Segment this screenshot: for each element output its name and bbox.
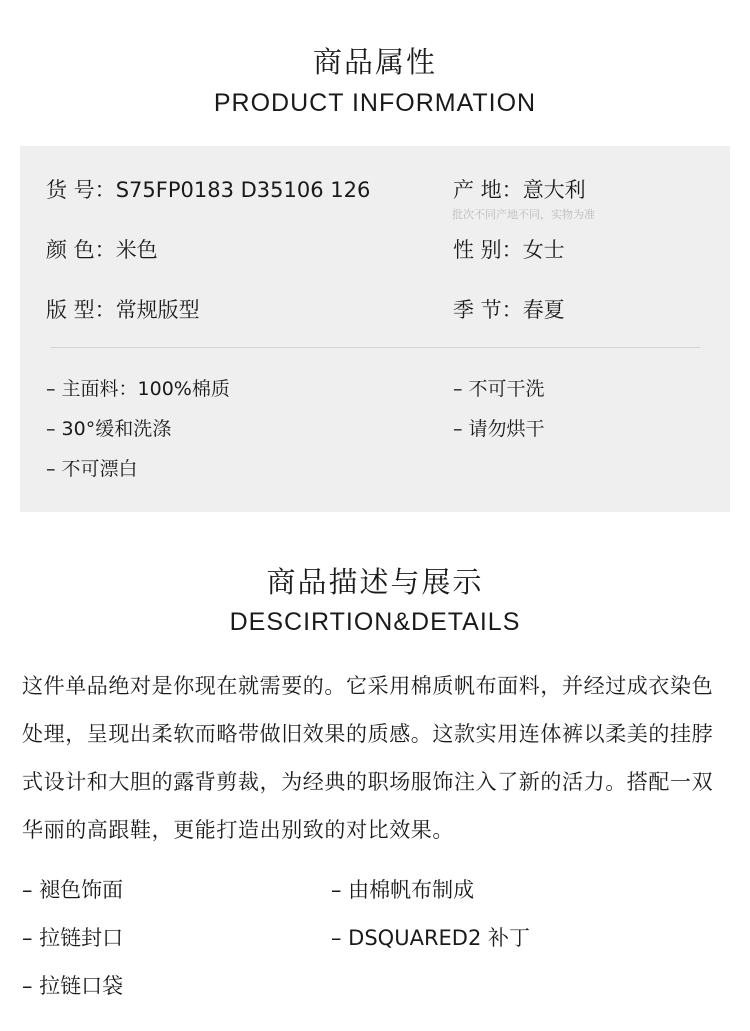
attr-label: 季 节： — [453, 298, 523, 322]
attr-value: 春夏 — [522, 298, 565, 322]
attr-label: 性 别： — [453, 238, 523, 262]
attr-label: 产 地： — [453, 178, 523, 202]
attr-value: 常规版型 — [115, 298, 200, 322]
care-item: – 请勿烘干 — [453, 418, 545, 440]
attr-gender — [453, 234, 565, 264]
care-item: – 不可漂白 — [46, 458, 138, 480]
feature-item: – 褪色饰面 — [22, 878, 124, 902]
divider — [50, 347, 700, 348]
section-title-en: PRODUCT INFORMATION — [213, 89, 537, 117]
product-description: 这件单品绝对是你现在就需要的。它采用棉质帆布面料，并经过成衣染色处理，呈现出柔软而略带做旧效果的质感。这款实用连体裤以柔美的挂脖式设计和大胆的露背剪裁，为经典的职场服饰注入了新的活力。搭配一双华丽的高跟鞋，更能打造出别致的对比效果。 — [22, 674, 714, 842]
origin-note: 批次不同产地不同，实物为准 — [452, 208, 595, 221]
attr-season — [453, 294, 565, 324]
attr-label: 货 号： — [46, 178, 116, 202]
attr-label: 版 型： — [46, 298, 116, 322]
care-item: – 主面料：100%棉质 — [46, 378, 230, 400]
attr-item-no — [46, 174, 370, 204]
attr-value: 米色 — [115, 238, 158, 262]
care-item: – 30°缓和洗涤 — [46, 418, 172, 440]
attr-origin — [453, 174, 586, 204]
feature-item: – 由棉帆布制成 — [331, 878, 475, 902]
attr-fit — [46, 294, 200, 324]
care-item: – 不可干洗 — [453, 378, 545, 400]
feature-item: – 拉链口袋 — [22, 974, 124, 998]
section-title-cn: 商品描述与展示 — [266, 565, 484, 599]
section-title-cn: 商品属性 — [312, 45, 437, 79]
product-info-panel — [20, 146, 730, 512]
attr-color — [46, 234, 158, 264]
attr-label: 颜 色： — [46, 238, 116, 262]
feature-item: – 拉链封口 — [22, 926, 124, 950]
attr-value: S75FP0183 D35106 126 — [115, 178, 371, 202]
attr-value: 意大利 — [522, 178, 586, 202]
attr-value: 女士 — [522, 238, 565, 262]
feature-item: – DSQUARED2 补丁 — [331, 926, 531, 950]
section-title-en: DESCIRTION&DETAILS — [229, 608, 521, 636]
